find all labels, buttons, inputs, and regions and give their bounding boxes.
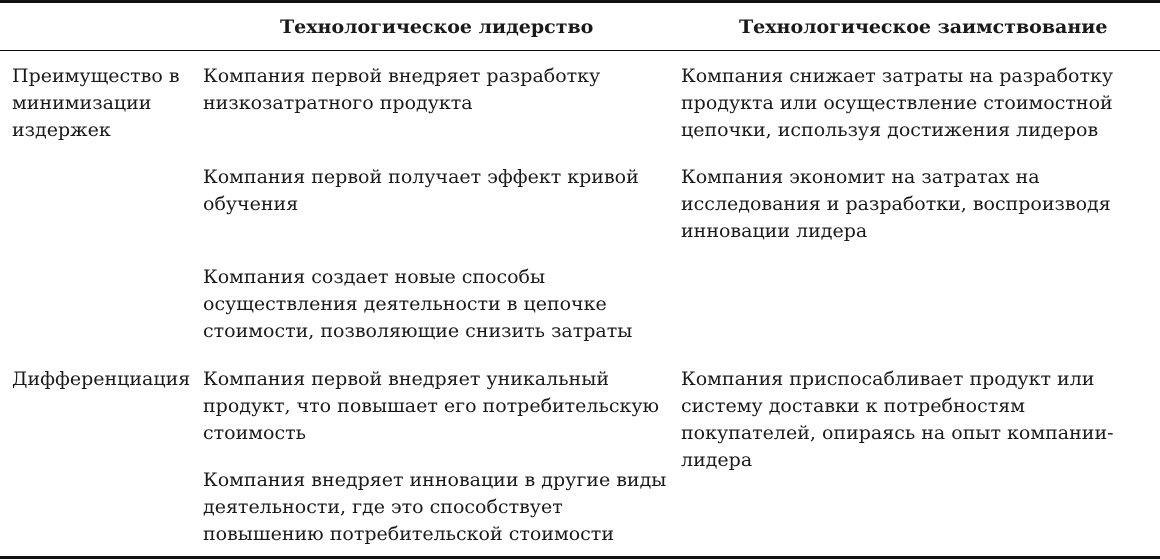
- cost-leadership-item-1: Компания первой внедряет разработку низкозатратного продукта: [203, 65, 601, 114]
- cost-leadership-item-3: Компания создает новые способы осуществления деятельности в цепочке стоимости, позволяющие снизить затраты: [203, 266, 633, 342]
- table-bottom-rule: [0, 556, 1160, 559]
- cost-leadership-item-2: Компания первой получает эффект кривой обучения: [203, 166, 639, 215]
- cost-borrowing-item-2: Компания экономит на затратах на исследования и разработки, воспроизводя инновации лидера: [681, 166, 1111, 242]
- table-top-rule: [0, 0, 1160, 3]
- row-label-cost-advantage: Преимущество в минимизации издержек: [12, 65, 180, 141]
- header-technological-leadership: Технологическое лидерство: [280, 16, 594, 38]
- diff-leadership-item-1: Компания первой внедряет уникальный продукт, что повышает его потребительскую стоимость: [203, 368, 660, 444]
- row-label-differentiation: Дифференциация: [12, 368, 191, 390]
- cost-borrowing-item-1: Компания снижает затраты на разработку продукта или осуществление стоимостной цепочки, используя достижения лидеров: [681, 65, 1114, 141]
- header-rule: [0, 50, 1160, 51]
- diff-borrowing-item-1: Компания приспосабливает продукт или систему доставки к потребностям покупателей, опираясь на опыт компании-лидера: [681, 368, 1114, 471]
- diff-leadership-item-2: Компания внедряет инновации в другие виды деятельности, где это способствует повышению потребительской стоимости: [203, 469, 667, 545]
- header-technological-borrowing: Технологическое заимствование: [739, 16, 1108, 38]
